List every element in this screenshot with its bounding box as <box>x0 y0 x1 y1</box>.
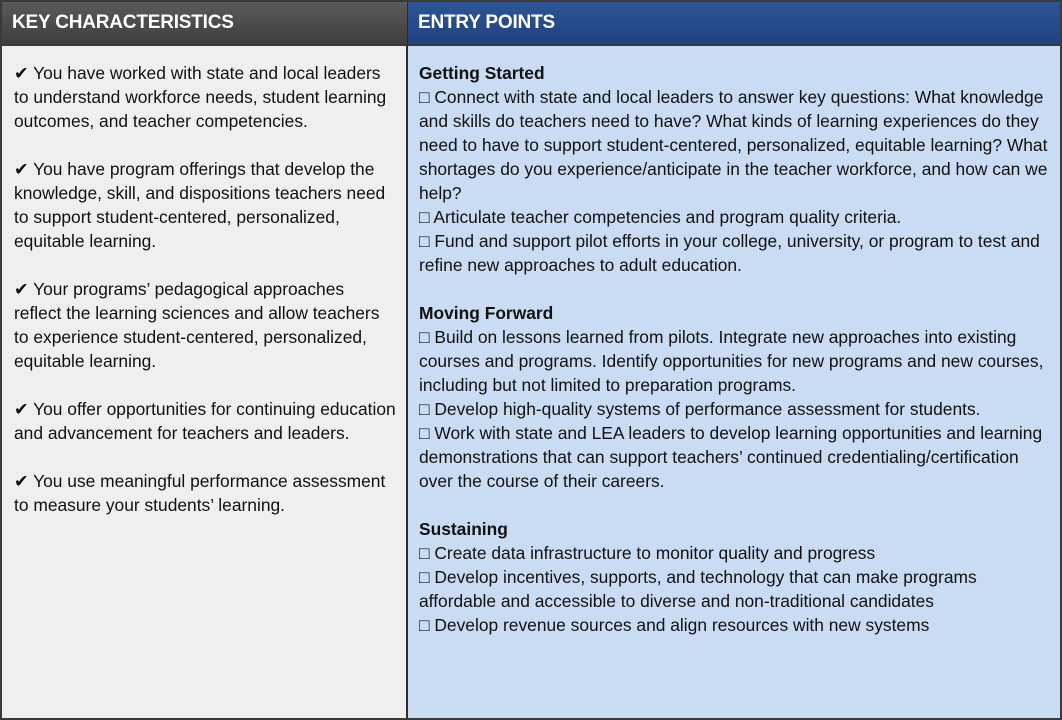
entry-item <box>419 421 1050 493</box>
checkbox-icon: □ <box>419 231 430 251</box>
characteristic-text: You offer opportunities for continuing education and advancement for teachers and leaders. <box>14 399 396 443</box>
entry-text: Fund and support pilot efforts in your college, university, or program to test and refine new approaches to adult education. <box>419 231 1040 275</box>
entry-points-column <box>408 46 1060 718</box>
section-title: Sustaining <box>419 519 508 539</box>
entry-text: Create data infrastructure to monitor quality and progress <box>434 543 876 563</box>
checkbox-icon: □ <box>419 327 430 347</box>
characteristic-text: You have worked with state and local leaders to understand workforce needs, student learning outcomes, and teacher competencies. <box>14 63 387 131</box>
entry-item <box>419 325 1050 397</box>
checkbox-icon: □ <box>419 423 430 443</box>
characteristic-item <box>14 397 396 445</box>
section-moving-forward <box>419 301 1050 493</box>
entry-text: Build on lessons learned from pilots. Integrate new approaches into existing courses and programs. Identify opportunities for new programs and new courses, including but not limited to preparation programs. <box>419 327 1044 395</box>
checkbox-icon: □ <box>419 399 430 419</box>
characteristic-text: You use meaningful performance assessment to measure your students’ learning. <box>14 471 386 515</box>
entry-item <box>419 205 1050 229</box>
checkbox-icon: □ <box>419 87 430 107</box>
checkmark-icon: ✔ <box>14 159 29 179</box>
section-title: Moving Forward <box>419 303 554 323</box>
checkmark-icon: ✔ <box>14 63 29 83</box>
entry-text: Work with state and LEA leaders to develop learning opportunities and learning demonstrations that can support teachers’ continued credentialing/certification over the course of their careers. <box>419 423 1043 491</box>
characteristic-text: You have program offerings that develop the knowledge, skill, and dispositions teachers need to support student-centered, personalized, equitable learning. <box>14 159 386 251</box>
checkmark-icon: ✔ <box>14 471 29 491</box>
entry-text: Articulate teacher competencies and program quality criteria. <box>433 207 902 227</box>
checkbox-icon: □ <box>419 543 430 563</box>
entry-item <box>419 85 1050 205</box>
key-characteristics-column <box>2 46 408 718</box>
entry-text: Develop revenue sources and align resources with new systems <box>434 615 930 635</box>
section-title: Getting Started <box>419 63 545 83</box>
entry-text: Connect with state and local leaders to answer key questions: What knowledge and skills do teachers need to have? What kinds of learning experiences do they need to have to support student-centered, personalized, equitable learning? What shortages do you experience/anticipate in the teacher workforce, and how can we help? <box>419 87 1048 203</box>
checkmark-icon: ✔ <box>14 399 29 419</box>
entry-item <box>419 229 1050 277</box>
entry-text: Develop high-quality systems of performance assessment for students. <box>434 399 981 419</box>
section-sustaining <box>419 517 1050 637</box>
header-entry-points: ENTRY POINTS <box>408 2 1060 46</box>
section-getting-started <box>419 61 1050 277</box>
entry-item <box>419 565 1050 613</box>
characteristic-item <box>14 277 396 373</box>
entry-item <box>419 541 1050 565</box>
entry-text: Develop incentives, supports, and technology that can make programs affordable and accessible to diverse and non-traditional candidates <box>419 567 977 611</box>
characteristic-item <box>14 157 396 253</box>
checkbox-icon: □ <box>419 567 430 587</box>
header-key-characteristics: KEY CHARACTERISTICS <box>2 2 408 46</box>
checkbox-icon: □ <box>419 615 430 635</box>
entry-item <box>419 613 1050 637</box>
characteristic-item <box>14 61 396 133</box>
characteristic-item <box>14 469 396 517</box>
checkmark-icon: ✔ <box>14 279 29 299</box>
characteristic-text: Your programs’ pedagogical approaches reflect the learning sciences and allow teachers to experience student-centered, personalized, equitable learning. <box>14 279 380 371</box>
entry-item <box>419 397 1050 421</box>
checkbox-icon: □ <box>419 207 430 227</box>
